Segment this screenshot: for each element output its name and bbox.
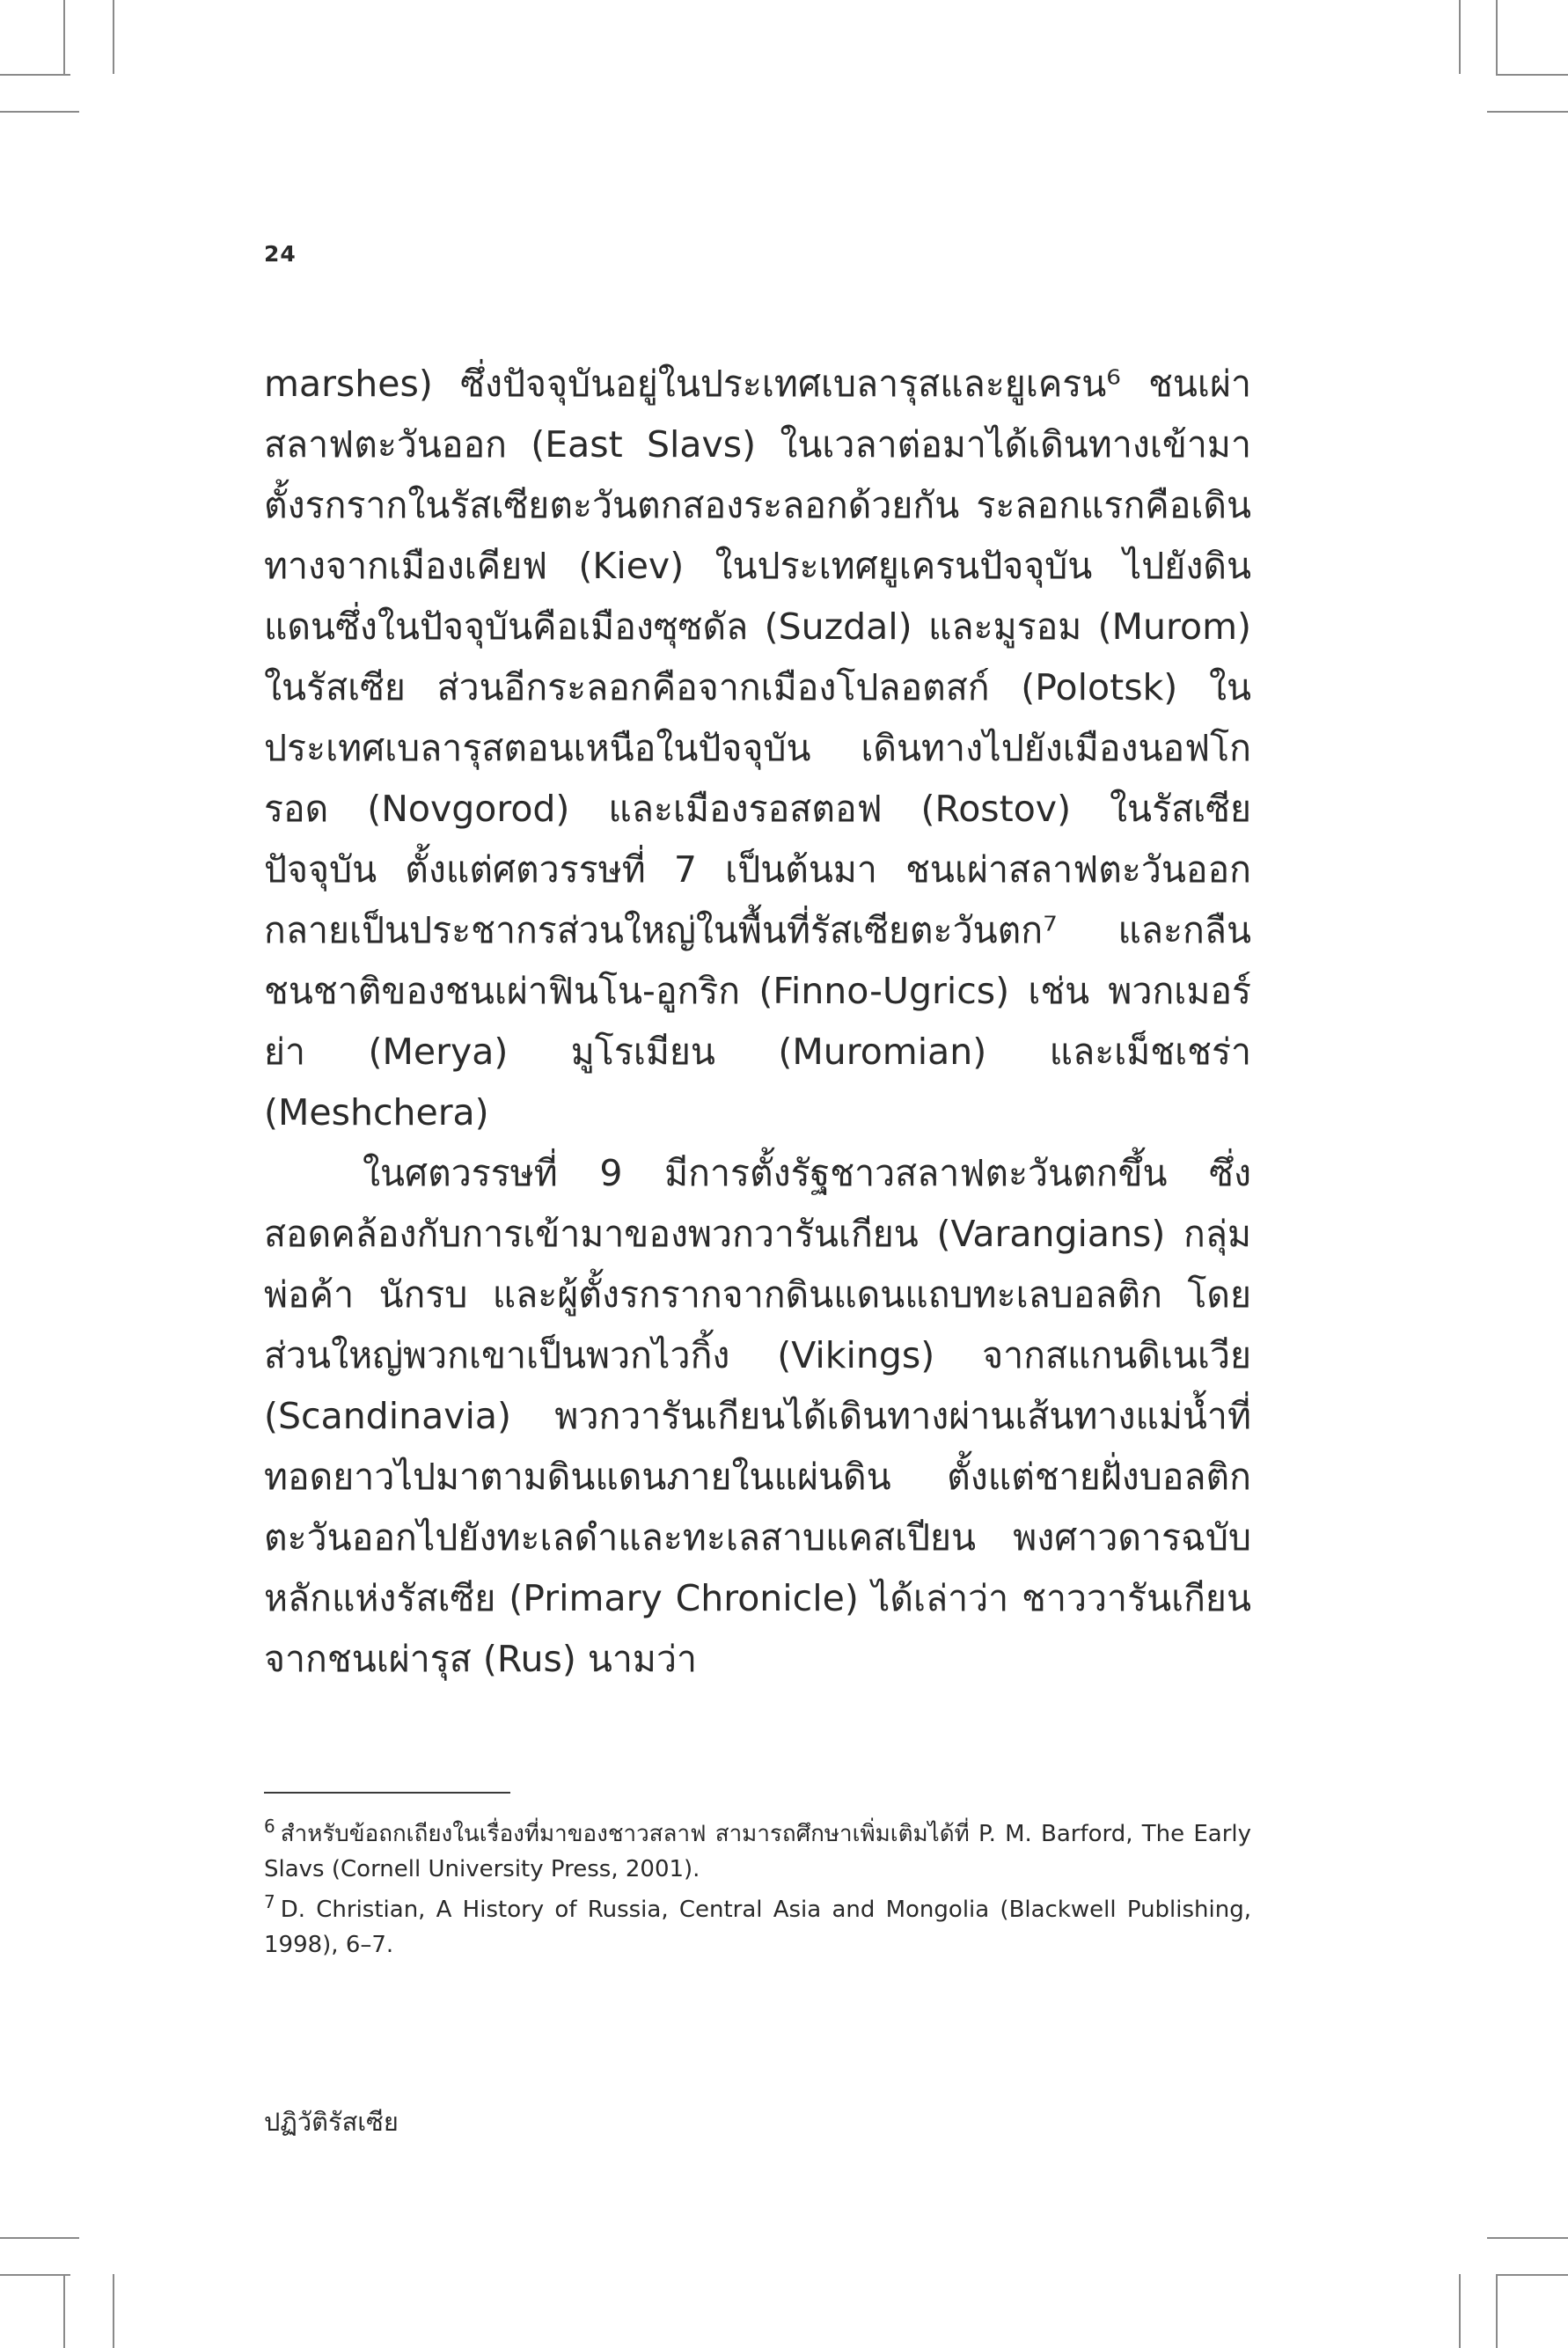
crop-mark (1496, 2274, 1498, 2348)
crop-mark (1487, 2237, 1568, 2239)
footnotes (264, 1816, 1251, 1968)
footnote-text: D. Christian, A History of Russia, Central Asia and Mongolia (Blackwell Publishing, 1998), 6–7. (264, 1897, 1251, 1958)
crop-mark (113, 0, 114, 74)
crop-mark (0, 74, 70, 76)
footnote-text: สำหรับข้อถกเถียงในเรื่องที่มาของชาวสลาฟ สามารถศึกษาเพิ่มเติมได้ที่ P. M. Barford, The Early Slavs (Cornell University Press, 2001). (264, 1821, 1251, 1882)
crop-mark (0, 2274, 70, 2276)
paragraph: marshes) ซึ่งปัจจุบันอยู่ในประเทศเบลารุสและยูเครน⁶ ชนเผ่าสลาฟตะวันออก (East Slavs) ในเวลาต่อมาได้เดินทางเข้ามาตั้งรกรากในรัสเซียตะวันตกสองระลอกด้วยกัน ระลอกแรกคือเดินทางจากเมืองเคียฟ (Kiev) ในประเทศยูเครนปัจจุบัน ไปยังดินแดนซึ่งในปัจจุบันคือเมืองซุซดัล (Suzdal) และมูรอม (Murom) ในรัสเซีย ส่วนอีกระลอกคือจากเมืองโปลอตสก์ (Polotsk) ในประเทศเบลารุสตอนเหนือในปัจจุบัน เดินทางไปยังเมืองนอฟโกรอด (Novgorod) และเมืองรอสตอฟ (Rostov) ในรัสเซียปัจจุบัน ตั้งแต่ศตวรรษที่ 7 เป็นต้นมา ชนเผ่าสลาฟตะวันออกกลายเป็นประชากรส่วนใหญ่ในพื้นที่รัสเซียตะวันตก⁷ และกลืนชนชาติของชนเผ่าฟินโน-อูกริก (Finno-Ugrics) เช่น พวกเมอร์ย่า (Merya) มูโรเมียน (Muromian) และเม็ชเชร่า (Meshchera) (264, 363, 1251, 1134)
footnote-mark: 6 (264, 1816, 275, 1838)
crop-mark (63, 2274, 65, 2348)
footnote-mark: 7 (264, 1891, 275, 1913)
crop-mark (1496, 74, 1568, 76)
crop-mark (1496, 2274, 1568, 2276)
footnote-divider (264, 1792, 510, 1794)
crop-mark (1487, 111, 1568, 113)
crop-mark (1459, 2274, 1461, 2348)
crop-mark (0, 111, 79, 113)
footnote (264, 1892, 1251, 1963)
body-text (264, 354, 1251, 1690)
paragraph: ในศตวรรษที่ 9 มีการตั้งรัฐชาวสลาฟตะวันตกขึ้น ซึ่งสอดคล้องกับการเข้ามาของพวกวารันเกียน (Varangians) กลุ่มพ่อค้า นักรบ และผู้ตั้งรกรากจากดินแดนแถบทะเลบอลติก โดยส่วนใหญ่พวกเขาเป็นพวกไวกิ้ง (Vikings) จากสแกนดิเนเวีย (Scandinavia) พวกวารันเกียนได้เดินทางผ่านเส้นทางแม่น้ำที่ทอดยาวไปมาตามดินแดนภายในแผ่นดิน ตั้งแต่ชายฝั่งบอลติกตะวันออกไปยังทะเลดำและทะเลสาบแคสเปียน พงศาวดารฉบับหลักแห่งรัสเซีย (Primary Chronicle) ได้เล่าว่า ชาววารันเกียนจากชนเผ่ารุส (Rus) นามว่า (264, 1152, 1251, 1680)
crop-mark (0, 2237, 79, 2239)
crop-mark (1459, 0, 1461, 74)
crop-mark (1496, 0, 1498, 74)
page-number: 24 (264, 241, 297, 267)
running-footer: ปฏิวัติรัสเซีย (264, 2107, 399, 2137)
footnote (264, 1816, 1251, 1887)
crop-mark (113, 2274, 114, 2348)
crop-mark (63, 0, 65, 74)
